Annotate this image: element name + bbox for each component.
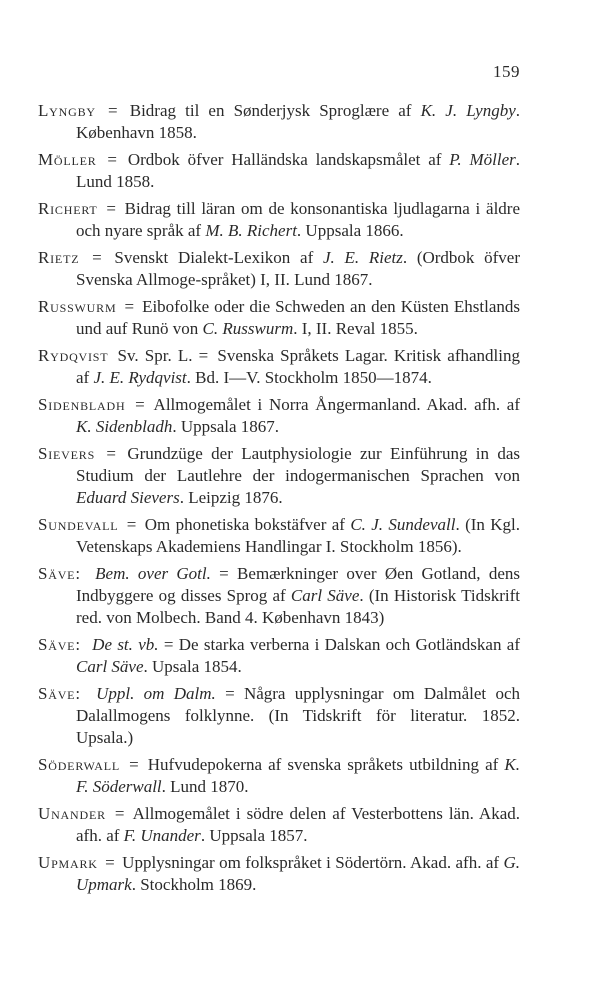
bibliography-list: [38, 100, 520, 901]
bibliography-entry: [38, 198, 520, 242]
bibliography-entry: [38, 563, 520, 629]
entry-text-continued: . I, II. Reval 1855.: [293, 319, 418, 338]
author-italic: K. F. Söderwall: [76, 755, 520, 796]
entry-text-continued: . (In Kgl. Vetenskaps Akademiens Handlingar I. Stockholm 1856).: [76, 515, 520, 556]
author-name: Säve:: [38, 635, 81, 654]
author-name: Rietz: [38, 248, 80, 267]
abbrev-separator: =: [114, 804, 125, 823]
entry-text: Svenskt Dialekt-Lexikon af: [114, 248, 323, 267]
bibliography-entry: [38, 443, 520, 509]
abbrev-separator: =: [124, 297, 135, 316]
abbrev-separator: =: [92, 248, 102, 267]
bibliography-entry: [38, 754, 520, 798]
author-italic: Bem. over Gotl.: [95, 564, 211, 583]
author-italic: K. Sidenbladh: [76, 417, 173, 436]
entry-text: Bidrag till läran om de konsonantiska ljudlagarna i äldre och nyare språk af: [76, 199, 520, 240]
entry-text: Om phonetiska bokstäfver af: [144, 515, 351, 534]
bibliography-entry: [38, 296, 520, 340]
author-italic: De st. vb.: [92, 635, 159, 654]
author-name: Upmark: [38, 853, 98, 872]
entry-text: Eibofolke oder die Schweden an den Küsten Ehstlands und auf Runö von: [76, 297, 520, 338]
entry-text-continued: . Lund 1870.: [161, 777, 249, 796]
bibliography-entry: [38, 394, 520, 438]
author-italic: M. B. Richert: [205, 221, 297, 240]
author-italic: G. Upmark: [76, 853, 521, 894]
author-name: Sidenbladh: [38, 395, 126, 414]
author-italic: K. J. Lyngby: [420, 101, 516, 120]
bibliography-entry: [38, 514, 520, 558]
author-italic: C. Russwurm: [202, 319, 294, 338]
bibliography-entry: [38, 634, 520, 678]
entry-text-continued: = Bemærkninger over Øen Gotland, dens Indbyggere og disses Sprog af: [76, 564, 520, 605]
author-name: Säve:: [38, 684, 81, 703]
entry-text-continued: = Några upplysningar om Dalmålet och Dalallmogens folklynne. (In Tidskrift för literatur. 1852. Upsala.): [76, 684, 520, 747]
author-name: Russwurm: [38, 297, 117, 316]
author-italic: F. Unander: [123, 826, 201, 845]
bibliography-entry: [38, 149, 520, 193]
author-name: Richert: [38, 199, 98, 218]
entry-text-end: . (In Historisk Tidskrift red. von Molbech. Band 4. København 1843): [76, 586, 520, 627]
author-italic: J. E. Rietz: [322, 248, 403, 267]
abbrev-separator: =: [105, 853, 115, 872]
bibliography-entry: [38, 345, 520, 389]
bibliography-entry: [38, 100, 520, 144]
author-italic: J. E. Rydqvist: [93, 368, 187, 387]
author-italic: Eduard Sievers: [76, 488, 180, 507]
author-name: Säve:: [38, 564, 81, 583]
abbrev-separator: =: [108, 101, 118, 120]
entry-text-continued: . Leipzig 1876.: [179, 488, 283, 507]
entry-text: Hufvudepokerna af svenska språkets utbildning af: [147, 755, 505, 774]
bibliography-entry: [38, 247, 520, 291]
entry-text-continued: . Lund 1858.: [76, 150, 521, 191]
author-name: Sievers: [38, 444, 96, 463]
author-italic-2: Carl Säve: [76, 657, 144, 676]
entry-text-continued: . Uppsala 1857.: [200, 826, 308, 845]
abbrev-separator: =: [135, 395, 145, 414]
author-name: Unander: [38, 804, 106, 823]
entry-text: Upplysningar om folkspråket i Södertörn. Akad. afh. af: [122, 853, 504, 872]
entry-text-end: . Upsala 1854.: [143, 657, 242, 676]
abbrev-separator: Sv. Spr. L. =: [117, 346, 209, 365]
entry-text: Ordbok öfver Halländska landskapsmålet af: [127, 150, 450, 169]
abbrev-separator: =: [106, 444, 116, 463]
abbrev-separator: =: [126, 515, 137, 534]
page-number: 159: [493, 62, 520, 81]
author-name: Sundevall: [38, 515, 119, 534]
entry-text-continued: = De starka verberna i Dalskan och Gotländskan af: [158, 635, 520, 654]
entry-text: Allmogemålet i södre delen af Vesterbottens län. Akad. afh. af: [76, 804, 521, 845]
entry-text-continued: . Uppsala 1866.: [296, 221, 404, 240]
entry-text: Bidrag til en Sønderjysk Sproglære af: [129, 101, 421, 120]
abbrev-separator: =: [106, 199, 116, 218]
bibliography-entry: [38, 803, 520, 847]
bibliography-entry: [38, 683, 520, 749]
bibliography-entry: [38, 852, 520, 896]
author-italic: Uppl. om Dalm.: [96, 684, 216, 703]
author-name: Söderwall: [38, 755, 120, 774]
entry-text-continued: . Bd. I—V. Stockholm 1850—1874.: [186, 368, 432, 387]
abbrev-separator: =: [107, 150, 117, 169]
author-italic-2: Carl Säve: [290, 586, 360, 605]
abbrev-separator: =: [129, 755, 139, 774]
author-italic: C. J. Sundevall: [350, 515, 456, 534]
author-name: Möller: [38, 150, 97, 169]
entry-text-continued: . Stockholm 1869.: [131, 875, 257, 894]
entry-text-continued: . Uppsala 1867.: [172, 417, 280, 436]
entry-text: Grundzüge der Lautphysiologie zur Einführung in das Studium der Lautlehre der indogermanischen Sprachen von: [76, 444, 520, 485]
author-name: Rydqvist: [38, 346, 109, 365]
entry-text: Svenska Språkets Lagar. Kritisk afhandling af: [76, 346, 520, 387]
author-name: Lyngby: [38, 101, 96, 120]
entry-text-continued: . (Ordbok öfver Svenska Allmoge-språket) I, II. Lund 1867.: [76, 248, 521, 289]
author-italic: P. Möller: [449, 150, 516, 169]
entry-text-continued: . København 1858.: [76, 101, 521, 142]
entry-text: Allmogemålet i Norra Ångermanland. Akad. afh. af: [153, 395, 521, 414]
